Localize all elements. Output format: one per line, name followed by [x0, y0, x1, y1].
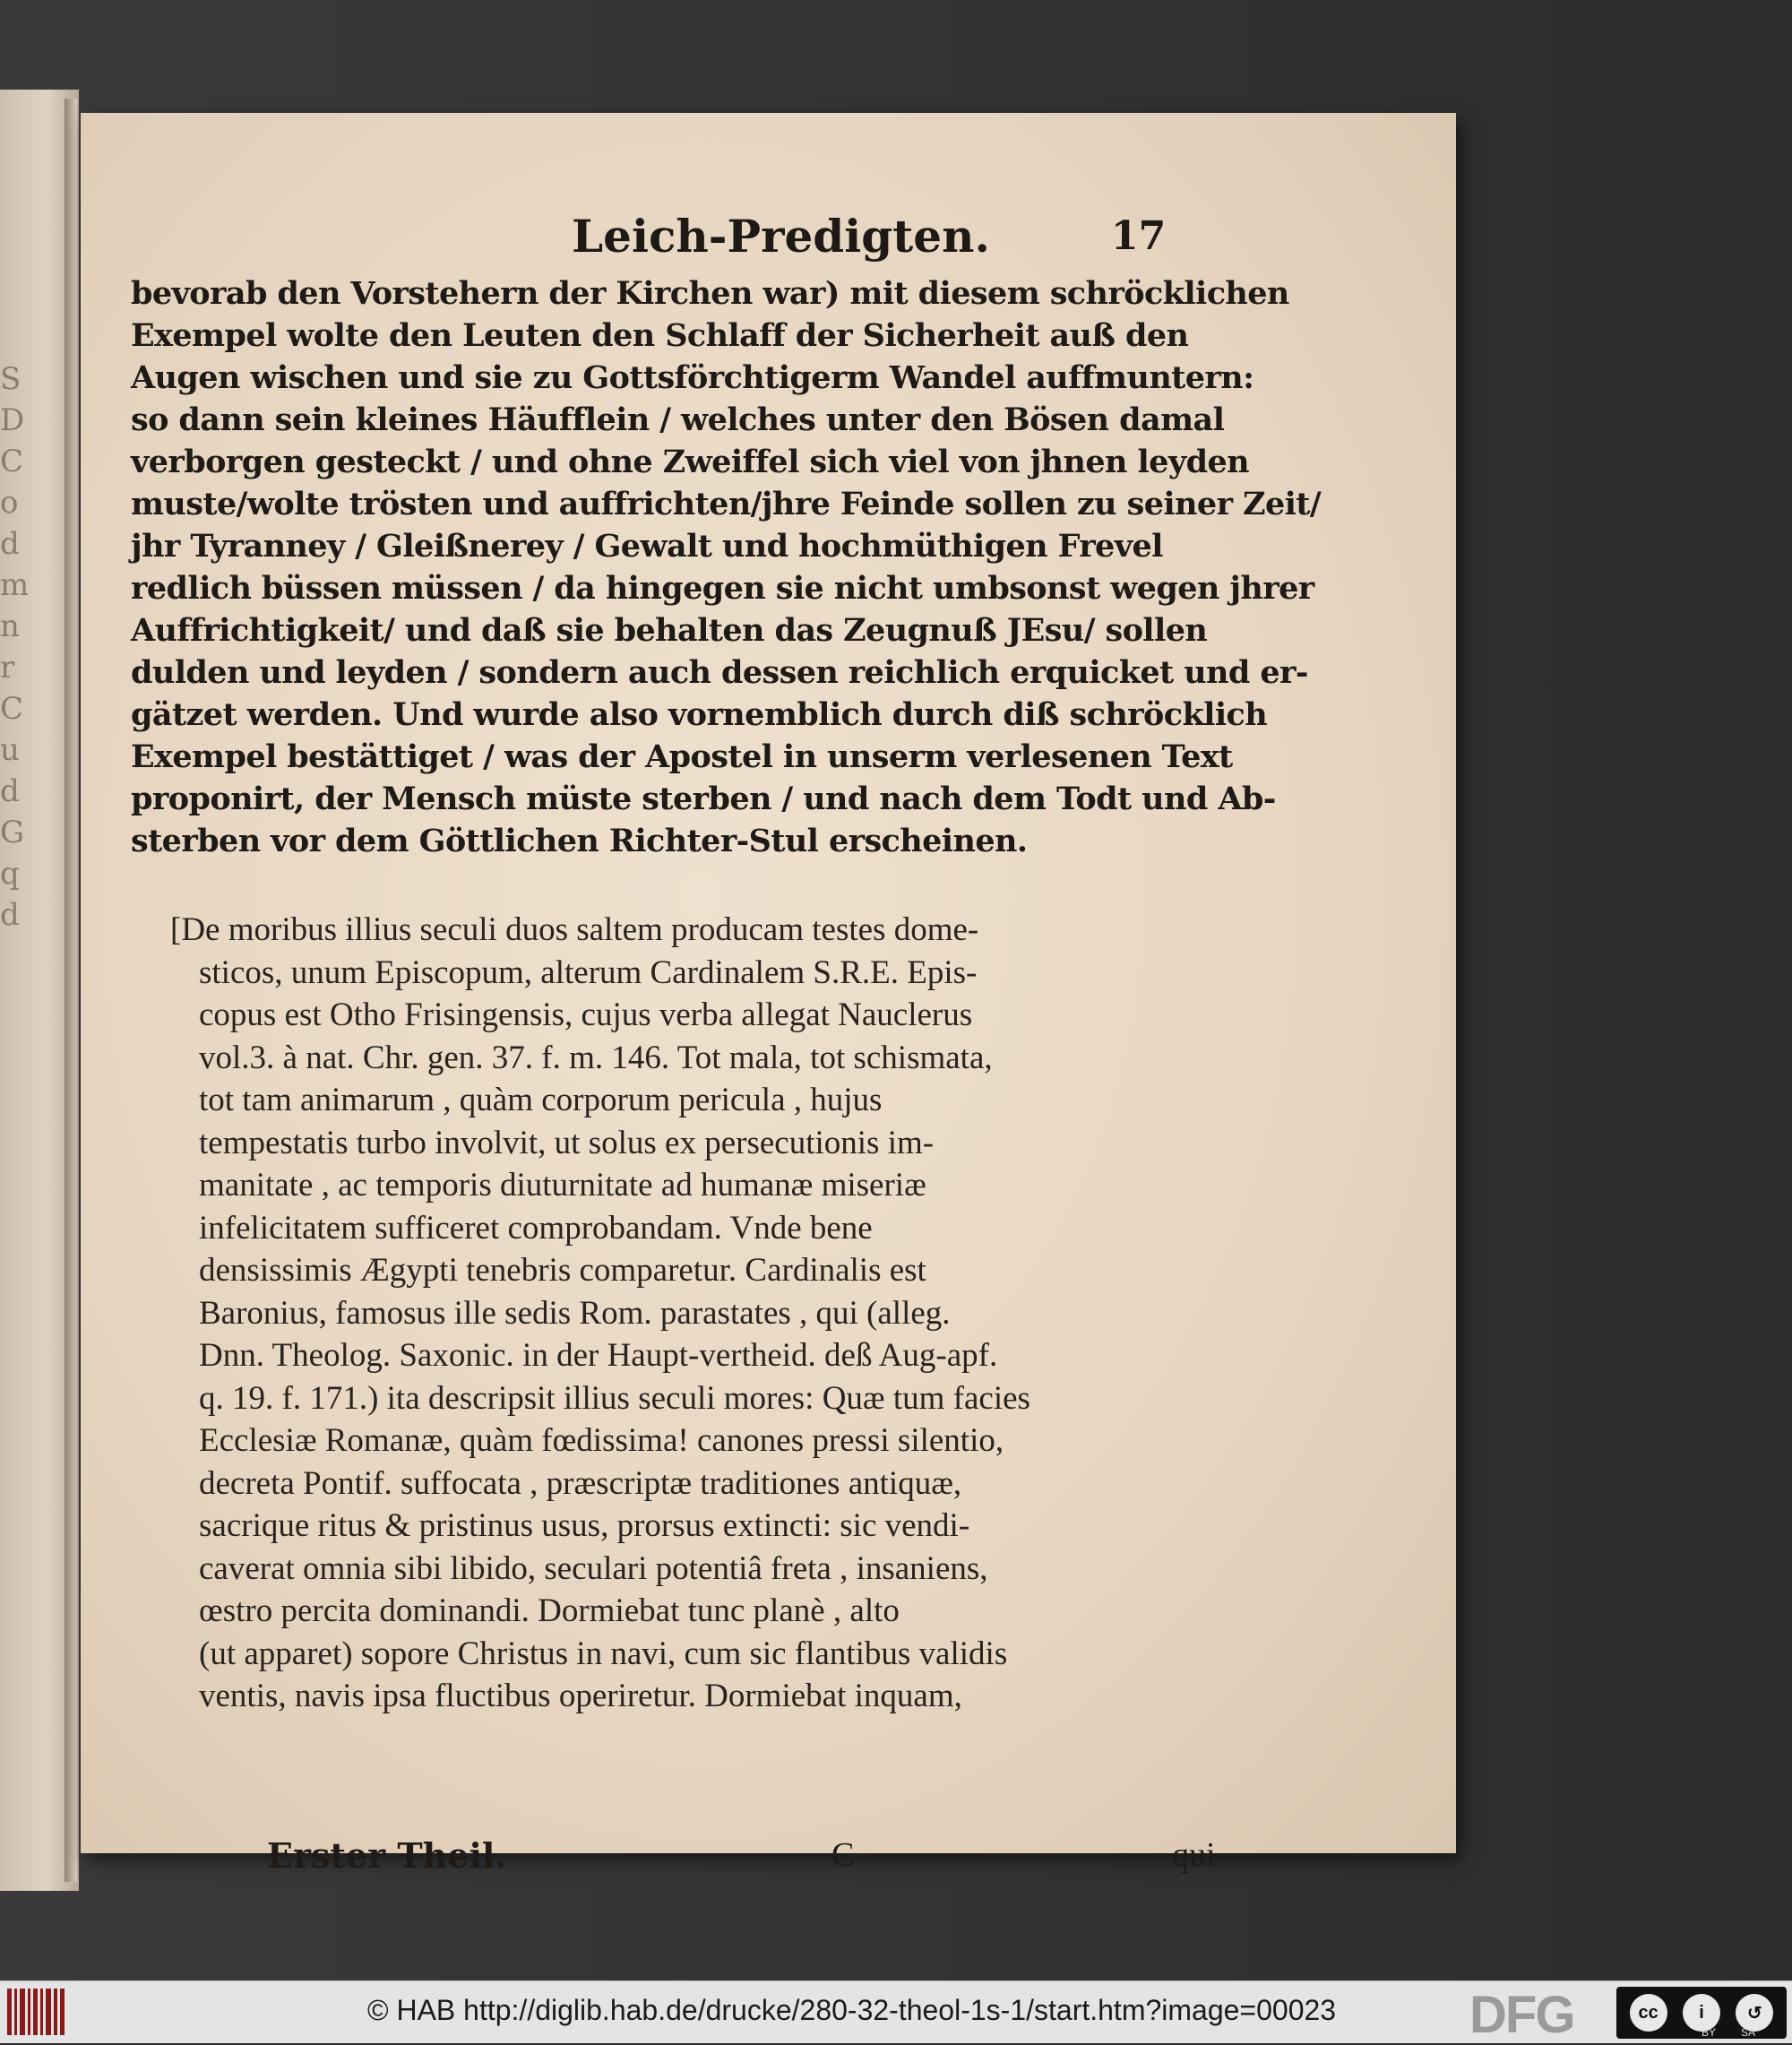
text-line: caverat omnia sibi libido, seculari potentiâ freta , insaniens,	[199, 1549, 988, 1587]
signature-mark: C	[831, 1836, 855, 1874]
book-page	[81, 113, 1456, 1876]
text-line: sterben vor dem Göttlichen Richter-Stul erscheinen.	[131, 823, 1028, 859]
text-line: verborgen gesteckt / und ohne Zweiffel sich viel von jhnen leyden	[131, 444, 1249, 480]
latin-quotation-block	[170, 909, 1245, 1718]
text-line: vol.3. à nat. Chr. gen. 37. f. m. 146. Tot mala, tot schismata,	[199, 1039, 993, 1076]
text-line: gätzet werden. Und wurde also vornemblich durch diß schröcklich	[131, 696, 1268, 733]
text-line: [De moribus illius seculi duos saltem producam testes dome-	[170, 911, 979, 948]
dfg-logo: DFG	[1469, 1986, 1574, 2044]
text-line: (ut apparet) sopore Christus in navi, cum sic flantibus validis	[199, 1635, 1008, 1672]
text-line: densissimis Ægypti tenebris comparetur. Cardinalis est	[199, 1252, 926, 1289]
text-line: Exempel wolte den Leuten den Schlaff der Sicherheit auß den	[131, 317, 1189, 354]
viewer-footer-bar	[0, 1980, 1792, 2043]
catchword-left: Erster Theil.	[267, 1835, 507, 1876]
text-line: muste/wolte trösten und auffrichten/jhre Feinde sollen zu seiner Zeit/	[131, 486, 1322, 522]
text-line: tot tam animarum , quàm corporum pericula , hujus	[199, 1082, 883, 1118]
text-line: decreta Pontif. suffocata , præscriptæ traditiones antiquæ,	[199, 1464, 962, 1502]
text-line: Baronius, famosus ille sedis Rom. parastates , qui (alleg.	[199, 1294, 951, 1332]
attribution-icon: i	[1683, 1994, 1720, 2032]
cc-license-badge[interactable]	[1616, 1987, 1787, 2039]
page-number: 17	[1111, 213, 1167, 259]
text-line: so dann sein kleines Häufflein / welches unter den Bösen damal	[131, 401, 1225, 438]
text-line: redlich büssen müssen / da hingegen sie nicht umbsonst wegen jhrer	[131, 570, 1314, 607]
page-gutter	[65, 99, 77, 1882]
running-header: Leich-Predigten.	[572, 210, 990, 263]
text-line: q. 19. f. 171.) ita descripsit illius seculi mores: Quæ tum facies	[199, 1379, 1030, 1417]
text-line: sacrique ritus & pristinus usus, prorsus extincti: sic vendi-	[199, 1507, 970, 1544]
text-line: œstro percita dominandi. Dormiebat tunc planè , alto	[199, 1592, 900, 1629]
text-line: Exempel bestättiget / was der Apostel in unserm verlesenen Text	[131, 738, 1233, 775]
text-line: ventis, navis ipsa fluctibus operiretur. Dormiebat inquam,	[199, 1678, 962, 1714]
text-line: jhr Tyranney / Gleißnerey / Gewalt und hochmüthigen Frevel	[131, 528, 1163, 565]
cc-icon: cc	[1630, 1994, 1667, 2032]
text-line: infelicitatem sufficeret comprobandam. Vnde bene	[199, 1209, 873, 1247]
text-line: dulden und leyden / sondern auch dessen reichlich erquicket und er-	[131, 654, 1308, 691]
catchword-right: qui	[1172, 1836, 1216, 1874]
text-line: proponirt, der Mensch müste sterben / und nach dem Todt und Ab-	[131, 781, 1276, 817]
page-footer-catchwords	[267, 1835, 1235, 1880]
text-line: bevorab den Vorstehern der Kirchen war) mit diesem schröcklichen	[131, 275, 1289, 312]
cc-license-labels: BY SA	[1702, 2026, 1756, 2039]
text-line: Dnn. Theolog. Saxonic. in der Haupt-vertheid. deß Aug-apf.	[199, 1337, 998, 1374]
text-line: Auffrichtigkeit/ und daß sie behalten das Zeugnuß JEsu/ sollen	[131, 612, 1208, 649]
previous-page-text: S D C o d m n r C u d G q d	[0, 361, 30, 933]
text-line: sticos, unum Episcopum, alterum Cardinalem S.R.E. Epis-	[199, 953, 978, 991]
german-body-text	[131, 272, 1322, 862]
text-line: tempestatis turbo involvit, ut solus ex persecutionis im-	[199, 1124, 935, 1161]
text-line: Ecclesiæ Romanæ, quàm fœdissima! canones pressi silentio,	[199, 1422, 1004, 1459]
text-line: manitate , ac temporis diuturnitate ad humanæ miseriæ	[199, 1167, 926, 1204]
source-url-link[interactable]: © HAB http://diglib.hab.de/drucke/280-32-theol-1s-1/start.htm?image=00023	[367, 1994, 1337, 2026]
share-alike-icon: ↺	[1736, 1994, 1773, 2032]
text-line: copus est Otho Frisingensis, cujus verba allegat Nauclerus	[199, 997, 973, 1033]
library-logo-icon	[7, 1989, 70, 2035]
text-line: Augen wischen und sie zu Gottsförchtigerm Wandel auffmuntern:	[131, 359, 1254, 396]
